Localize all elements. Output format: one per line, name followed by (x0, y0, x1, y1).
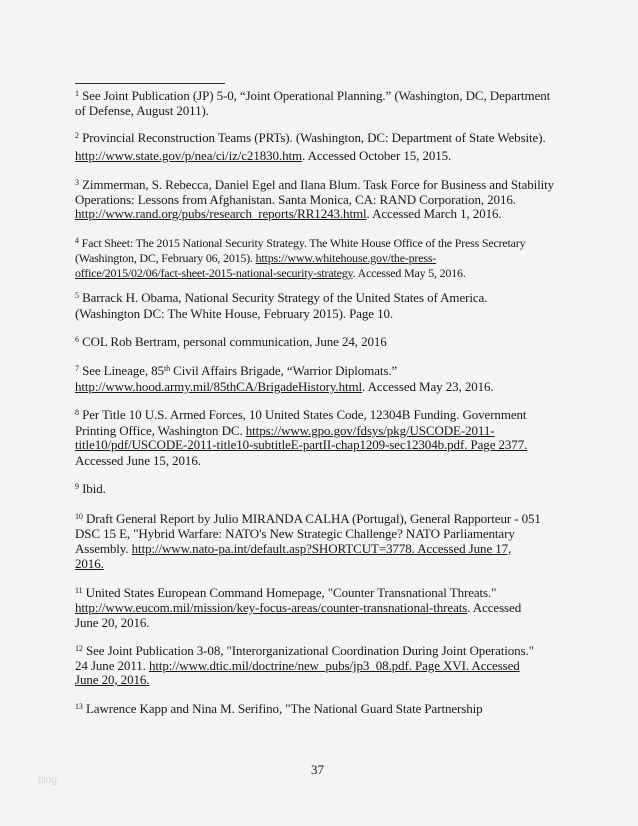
footnote-text: of Defense, August 2011). (75, 103, 209, 118)
footnote-text: Draft General Report by Julio MIRANDA CALHA (Portugal), General Rapporteur - 051 (85, 511, 541, 526)
footnote-text: Lawrence Kapp and Nina M. Serifino, "The National Guard State Partnership (85, 701, 483, 716)
footnote-3-line (75, 177, 554, 192)
footnote-4-line (75, 266, 466, 281)
footnote-12-line (75, 643, 534, 658)
footnote-number: 7 (75, 364, 79, 373)
footnote-text: (Washington DC: The White House, February 2015). Page 10. (75, 306, 394, 321)
footnote-text: Barrack H. Obama, National Security Strategy of the United States of America. (82, 290, 488, 305)
footnote-text: Provincial Reconstruction Teams (PRTs). (Washington, DC: Department of State Website). (82, 130, 546, 145)
footnote-link[interactable]: title10/pdf/USCODE-2011-title10-subtitleE-partII-chap1209-sec12304b.pdf. Page 2377. (75, 437, 528, 452)
footnote-number: 11 (75, 586, 83, 595)
footnote-text: See Lineage, 85 (82, 363, 164, 378)
footnote-7-line (75, 363, 397, 378)
footnote-number: 5 (75, 291, 79, 300)
footnote-10-line (75, 511, 541, 526)
footnote-link[interactable]: office/2015/02/06/fact-sheet-2015-national-security-strategy (75, 266, 353, 280)
footnote-6-line (75, 334, 387, 349)
footnote-text: Per Title 10 U.S. Armed Forces, 10 United States Code, 12304B Funding. Government (82, 407, 527, 422)
footnote-number: 12 (75, 644, 83, 653)
footnote-12-line (75, 672, 149, 687)
footnote-4-line (75, 236, 525, 251)
footnote-number: 1 (75, 89, 79, 98)
footnote-text: . Accessed March 1, 2016. (366, 206, 502, 221)
footnote-text: See Joint Publication (JP) 5-0, “Joint Operational Planning.” (Washington, DC, Department (82, 88, 551, 103)
footnote-text: Ibid. (82, 481, 106, 496)
footnote-link[interactable]: https://www.gpo.gov/fdsys/pkg/USCODE-2011- (245, 423, 495, 438)
footnote-8-line (75, 407, 526, 422)
footnote-10-line (75, 556, 104, 571)
footnote-number: 10 (75, 512, 83, 521)
footnote-text: COL Rob Bertram, personal communication, June 24, 2016 (82, 334, 387, 349)
footnote-text: Accessed June 15, 2016. (75, 453, 201, 468)
footnote-text: Civil Affairs Brigade, “Warrior Diplomats.” (169, 363, 398, 378)
footnote-link[interactable]: http://www.dtic.mil/doctrine/new_pubs/jp3_08.pdf. Page XVI. Accessed (148, 658, 520, 673)
footnote-link[interactable]: http://www.hood.army.mil/85thCA/BrigadeHistory.html (75, 379, 363, 394)
footnote-link[interactable]: http://www.nato-pa.int/default.asp?SHORTCUT=3778. Accessed June 17, (131, 541, 512, 556)
footnote-13-line (75, 701, 483, 716)
footnote-text: Zimmerman, S. Rebecca, Daniel Egel and Ilana Blum. Task Force for Business and Stability (82, 177, 555, 192)
footnote-number: 4 (75, 236, 79, 245)
footnote-10-line (75, 526, 515, 541)
footnote-11-line (75, 600, 521, 615)
footnote-text: Printing Office, Washington DC. (75, 423, 246, 438)
footnote-4-line (75, 251, 436, 266)
footnote-text: DSC 15 E, "Hybrid Warfare: NATO's New Strategic Challenge? NATO Parliamentary (75, 526, 515, 541)
footnote-text: . Accessed May 23, 2016. (362, 379, 494, 394)
footnote-text: Assembly. (75, 541, 132, 556)
footnote-2-line (75, 130, 546, 145)
footnote-1-line (75, 88, 550, 103)
footnote-5-line (75, 290, 487, 305)
footnote-link[interactable]: https://www.whitehouse.gov/the-press- (255, 251, 437, 265)
footnote-12-line (75, 658, 520, 673)
footnote-text: June 20, 2016. (75, 615, 150, 630)
footnote-link[interactable]: June 20, 2016. (75, 672, 150, 687)
footnote-link[interactable]: http://www.eucom.mil/mission/key-focus-areas/counter-transnational-threats (75, 600, 468, 615)
footnote-link[interactable]: http://www.state.gov/p/nea/ci/iz/c21830.htm (75, 148, 303, 163)
footnote-number: 13 (75, 702, 83, 711)
footnote-number: 3 (75, 178, 79, 187)
footnote-11-line (75, 615, 149, 630)
footnote-number: 8 (75, 408, 79, 417)
footnote-2-line (75, 148, 451, 163)
footnote-text: United States European Command Homepage, "Counter Transnational Threats." (85, 585, 497, 600)
footnote-3-line (75, 206, 502, 221)
footnote-11-line (75, 585, 496, 600)
footnote-text: . Accessed (467, 600, 522, 615)
footnote-text: Fact Sheet: The 2015 National Security Strategy. The White House Office of the Press Secretary (81, 236, 526, 250)
footnote-1-line (75, 103, 209, 118)
footnote-text: (Washington, DC, February 06, 2015). (75, 251, 256, 265)
footnote-link[interactable]: http://www.rand.org/pubs/research_reports/RR1243.html (75, 206, 367, 221)
footnote-9-line (75, 481, 106, 496)
footnote-separator (75, 83, 225, 84)
page-number: 37 (311, 762, 324, 777)
footnote-3-line (75, 192, 516, 207)
footnote-text: 24 June 2011. (75, 658, 149, 673)
footnote-8-line (75, 437, 527, 452)
footnote-8-line (75, 423, 494, 438)
footnote-text: th (163, 364, 170, 373)
footnote-text: See Joint Publication 3-08, "Interorganizational Coordination During Joint Operations." (85, 643, 534, 658)
footnote-number: 2 (75, 131, 79, 140)
footnote-10-line (75, 541, 511, 556)
footnote-text: . Accessed October 15, 2015. (302, 148, 452, 163)
footnote-text: Operations: Lessons from Afghanistan. Santa Monica, CA: RAND Corporation, 2016. (75, 192, 516, 207)
footnote-8-line (75, 453, 201, 468)
footnote-5-line (75, 306, 393, 321)
footnote-number: 6 (75, 335, 79, 344)
watermark: blog (38, 775, 57, 786)
footnote-link[interactable]: 2016. (75, 556, 104, 571)
footnote-number: 9 (75, 482, 79, 491)
footnote-text: . Accessed May 5, 2016. (352, 266, 466, 280)
footnote-7-line (75, 379, 494, 394)
